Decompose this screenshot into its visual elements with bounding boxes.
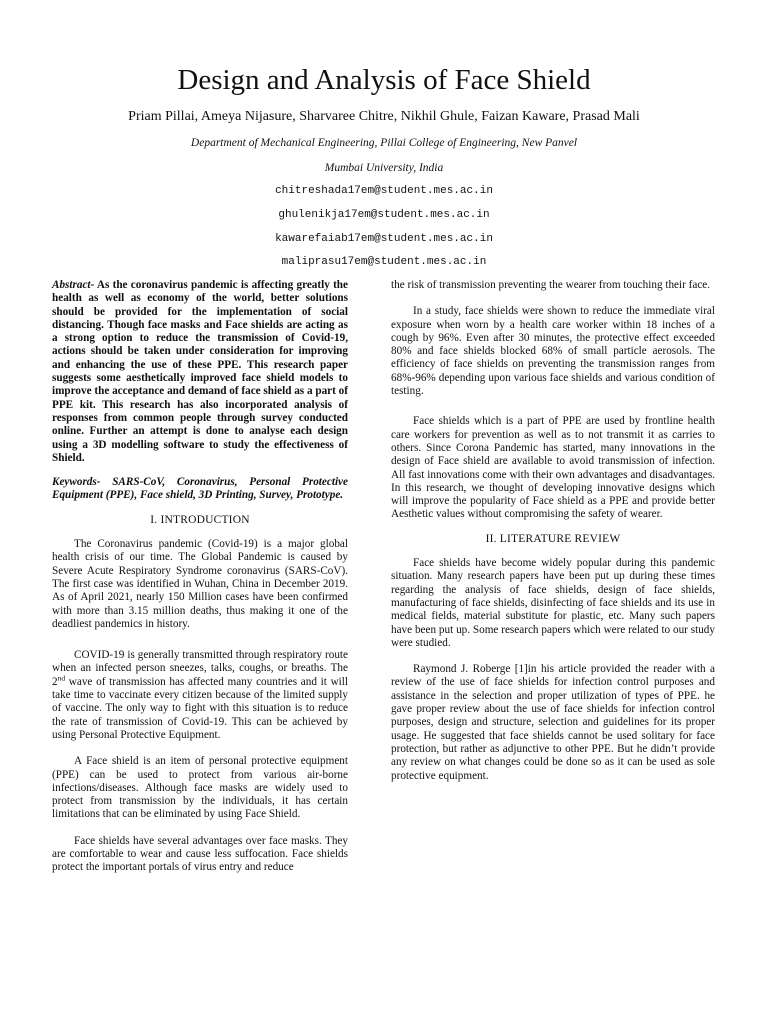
author-list: Priam Pillai, Ameya Nijasure, Sharvaree Chitre, Nikhil Ghule, Faizan Kaware, Prasad Mali (128, 109, 640, 124)
paragraph: A Face shield is an item of personal protective equipment (PPE) can be used to protect from various air-borne infections/diseases. Although face masks are widely used to protect from transmission by the individuals, it has certain limitations that can be eliminated by using Face Shield. (52, 755, 348, 821)
section-heading-literature-review: II. LITERATURE REVIEW (485, 532, 621, 545)
section-heading-introduction: I. INTRODUCTION (150, 513, 250, 526)
paragraph: Face shields have become widely popular during this pandemic situation. Many research papers have been put up during these times regarding the analysis of face shields, design of face shields, manufacturing of face shields, disinfecting of face shields and its use in medical fields, material substitute for plastic, etc. Many such papers have been put up. Some research papers which were related to our study were studied. (391, 557, 715, 649)
paragraph: The Coronavirus pandemic (Covid-19) is a major global health crisis of our time. The Global Pandemic is caused by Severe Acute Respiratory Syndrome coronavirus (SARS-CoV). The first case was identified in Wuhan, China in December 2019. As of April 2021, nearly 150 Million cases have been confirmed with more than 3.15 million deaths, thus making it one of the deadliest pandemics in history. (52, 538, 348, 630)
paragraph: Face shields which is a part of PPE are used by frontline health care workers for prevention as well as to not transmit it as carries to others. Since Corona Pandemic has started, many innovations in the design of Face shield are available to avoid transmission of infection. All fast innovations come with their own advantages and disadvantages. In this research, we thought of developing innovative designs which will improve the popularity of Face shield as a PPE and provide better Aesthetic values without compromising the safety of wearer. (391, 415, 715, 521)
author-email: maliprasu17em@student.mes.ac.in (281, 256, 487, 268)
paragraph: Raymond J. Roberge [1]in his article provided the reader with a review of the use of face shields for infection control purposes and assistance in the selection and proper utilization of types of PPE. he gave proper review about the use of face shields for infection control purposes, design and structure, selection and guidelines for its proper usage. He suggested that face shields cannot be used solitary for face protection, but rather as adjunctive to other PPE. But he didn’t provide any review on what changes could be done so as it can be used as sole protective equipment. (391, 663, 715, 782)
paragraph-text: wave of transmission has affected many countries and it will take time to vaccinate every citizen because of the limited supply of vaccine. The only way to fight with this situation is to reduce the rate of transmission of Covid-19. This can be achieved by using Personal Protective Equipment. (52, 675, 348, 741)
affiliation-department: Department of Mechanical Engineering, Pillai College of Engineering, New Panvel (190, 137, 578, 149)
superscript: nd (57, 672, 66, 682)
author-email: kawarefaiab17em@student.mes.ac.in (275, 233, 493, 245)
affiliation-university: Mumbai University, India (324, 162, 444, 174)
abstract-text: As the coronavirus pandemic is affecting greatly the health as well as economy of the world, better solutions should be provided for the implementation of social distancing. Though face masks and Face shields are acting as a strong option to reduce the transmission of Covid-19, actions should be taken under consideration for improving and enhancing the use of these PPE. This research paper suggests some aesthetically improved face shield models to improve the acceptance and demand of face shield as a part of PPE kit. This research has also incorporated analysis of responses from common people through survey conducted online. Further an attempt is done to analyse each design using a 3D modelling software to study the effectiveness of Shield. (52, 279, 348, 464)
paragraph: Face shields have several advantages over face masks. They are comfortable to wear and cause less suffocation. Face shields protect the important portals of virus entry and reduce (52, 834, 348, 874)
paper-title: Design and Analysis of Face Shield (177, 64, 591, 96)
abstract (52, 279, 348, 465)
right-column (391, 279, 715, 783)
author-email: chitreshada17em@student.mes.ac.in (275, 185, 493, 197)
author-email: ghulenikja17em@student.mes.ac.in (278, 209, 490, 221)
left-column (52, 279, 348, 875)
abstract-label: Abstract- (52, 279, 95, 291)
paragraph: In a study, face shields were shown to reduce the immediate viral exposure when worn by a health care worker within 18 inches of a cough by 96%. Even after 30 minutes, the protective effect exceeded 80% and face shields blocked 68% of small particle aerosols. The efficiency of face shields on preventing the transmission ranges from 68%-96% depending upon various face shields and various condition of testing. (391, 305, 715, 398)
paragraph-text: COVID-19 is generally transmitted through respiratory route when an infected person sneezes, talks, coughs, or breaths. The 2 (52, 649, 348, 688)
paragraph: the risk of transmission preventing the wearer from touching their face. (391, 279, 711, 291)
paragraph (52, 649, 348, 742)
keywords: Keywords- SARS-CoV, Coronavirus, Personal Protective Equipment (PPE), Face shield, 3D Printing, Survey, Prototype. (52, 476, 348, 502)
